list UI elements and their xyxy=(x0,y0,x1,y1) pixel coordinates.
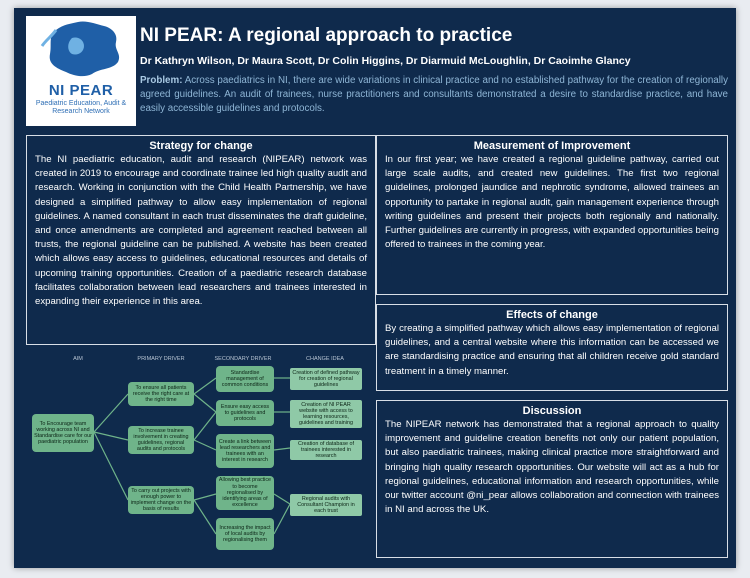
primary-driver-node: To carry out projects with enough power to implement change on the basis of results xyxy=(128,486,194,514)
problem-label: Problem: xyxy=(140,75,183,86)
poster xyxy=(14,8,736,568)
discussion-section xyxy=(376,400,728,558)
authors: Dr Kathryn Wilson, Dr Maura Scott, Dr Colin Higgins, Dr Diarmuid McLoughlin, Dr Caoimhe Glancy xyxy=(140,55,631,67)
change-idea-node: Creation of NI PEAR website with access to learning resources, guidelines and training xyxy=(290,400,362,428)
secondary-driver-node: Allowing best practice to become regionalised by identifying areas of excellence xyxy=(216,476,274,510)
discussion-body: The NIPEAR network has demonstrated that a regional approach to quality improvement and guideline creation benefits not only our patient population, but also paediatric trainees, making clinical practice more straightforward and bringing high quality research opportunities. Our website will act as a hub for regional guidelines, educational information and research opportunities, while our twitter account @ni_pear allows collaboration and connection with trainees in NI and across the UK. xyxy=(385,419,719,516)
strategy-section xyxy=(26,135,376,345)
driver-diagram xyxy=(28,354,368,558)
logo-name: NI PEAR xyxy=(48,82,114,99)
poster-title: NI PEAR: A regional approach to practice xyxy=(140,25,513,46)
effects-title: Effects of change xyxy=(506,309,598,321)
logo xyxy=(26,16,136,126)
problem-text: Across paediatrics in NI, there are wide variations in clinical practice and no established pathway for the creation of regionally agreed guidelines. An audit of trainees, nurse practitioners and consultants demonstrated a desire to standardise practice, and have easily accessible guidelines and protocols. xyxy=(140,75,728,114)
strategy-title: Strategy for change xyxy=(149,140,253,152)
secondary-driver-node: Create a link between lead researchers and trainees with an interest in research xyxy=(216,434,274,468)
measurement-section xyxy=(376,135,728,295)
header-primary-driver: PRIMARY DRIVER xyxy=(137,356,185,362)
header-secondary-driver: SECONDARY DRIVER xyxy=(214,356,272,362)
measurement-body: In our first year; we have created a regional guideline pathway, carried out large scale audits, and created new guidelines. The first two regional guidelines, prolonged jaundice and nephrotic syndrome, allowed trainees an opportunity to partake in regional audit, gain management experience through writing guidelines and present their projects both regionally and nationally. Further guidelines are currently in progress, with expanded opportunities being offered to trainees in the coming year. xyxy=(385,154,719,251)
change-idea-node: Creation of database of trainees interested in research xyxy=(290,440,362,460)
primary-driver-node: To ensure all patients receive the right care at the right time xyxy=(128,382,194,406)
discussion-title: Discussion xyxy=(522,405,582,417)
secondary-driver-node: Ensure easy access to guidelines and protocols xyxy=(216,400,274,426)
secondary-driver-node: Standardise management of common conditions xyxy=(216,366,274,392)
primary-driver-node: To increase trainee involvement in creating guidelines, regional audits and protocols xyxy=(128,426,194,454)
problem-statement xyxy=(140,74,728,116)
header-aim: AIM xyxy=(73,356,83,362)
secondary-driver-node: Increasing the impact of local audits by regionalising them xyxy=(216,518,274,550)
logo-subtitle: Paediatric Education, Audit & Research Network xyxy=(35,100,127,115)
aim-node: To Encourage team working across NI and Standardise care for our paediatric population xyxy=(32,414,94,452)
header-change-idea: CHANGE IDEA xyxy=(306,356,344,362)
effects-section xyxy=(376,304,728,391)
strategy-body: The NI paediatric education, audit and research (NIPEAR) network was created in 2019 to encourage and coordinate trainee led high quality audit and research. Working in conjunction with the Child Health Partnership, we have designed a simplified pathway to allow easy implementation of regional guidelines. A named consultant in each trust disseminates the draft guideline, and once amendments are completed and agreement reached between all trusts, the regional guideline can be published. A website has been created which allows easy access to guidelines, educational resources and details of upcoming training opportunities. Creation of a paediatric research database facilitates collaboration between lead researchers and trainees interested in expanding their experience in this area. xyxy=(35,154,367,308)
change-idea-node: Creation of defined pathway for creation of regional guidelines xyxy=(290,368,362,390)
measurement-title: Measurement of Improvement xyxy=(473,140,631,152)
effects-body: By creating a simplified pathway which allows easy implementation of regional guidelines, and a central website where this information can be accessed we are standardising practice and ensuring that all children receive gold standard treatment in a timely manner. xyxy=(385,323,719,377)
change-idea-node: Regional audits with Consultant Champion in each trust xyxy=(290,494,362,516)
